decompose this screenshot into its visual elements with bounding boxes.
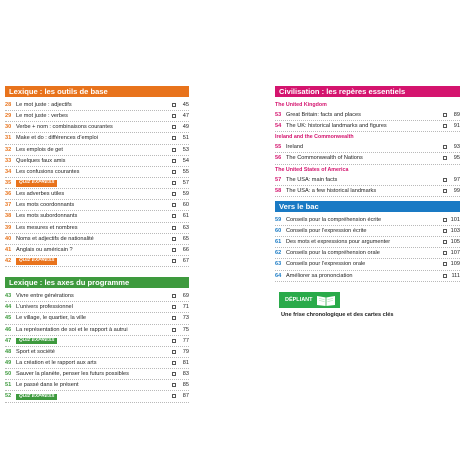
checkbox-icon — [172, 159, 176, 163]
entry-page: 109 — [450, 261, 460, 268]
quiz-express-tag: QUIZ EXPRESS — [16, 338, 57, 345]
entry-label — [16, 147, 170, 153]
left-column — [5, 86, 189, 403]
entry-number: 32 — [5, 146, 12, 153]
toc-entry — [5, 245, 189, 256]
entry-label — [286, 144, 441, 150]
toc-entry — [275, 186, 460, 197]
toc-entry — [5, 391, 189, 402]
entry-page: 91 — [453, 123, 460, 130]
entry-label-text: Quelques faux amis — [16, 157, 66, 164]
entry-number: 50 — [5, 371, 12, 378]
checkbox-icon — [443, 240, 447, 244]
entry-label-text: Le mot juste : verbes — [16, 113, 68, 120]
entry-number: 39 — [5, 224, 12, 231]
entry-number: 35 — [5, 180, 12, 187]
entry-number: 55 — [275, 144, 282, 151]
right-column — [275, 86, 460, 282]
entry-number: 59 — [275, 216, 282, 223]
entry-label — [16, 247, 170, 253]
entry-label-text: The UK: historical landmarks and figures — [286, 123, 387, 130]
checkbox-icon — [172, 136, 176, 140]
entry-page: 53 — [182, 146, 189, 153]
entry-page: 99 — [453, 187, 460, 194]
entry-label-text: The USA: main facts — [286, 176, 338, 183]
entry-page: 49 — [182, 124, 189, 131]
checkbox-icon — [172, 361, 176, 365]
toc-entry — [5, 369, 189, 380]
toc-entry — [5, 100, 189, 111]
checkbox-icon — [443, 251, 447, 255]
entry-page: 111 — [451, 272, 460, 279]
entry-label-text: Les emplois de get — [16, 146, 63, 153]
entry-number: 56 — [275, 155, 282, 162]
entry-page: 45 — [182, 102, 189, 109]
entry-label-text: Sport et société — [16, 348, 55, 355]
entry-label — [16, 360, 170, 366]
entry-page: 73 — [182, 315, 189, 322]
entry-page: 57 — [182, 180, 189, 187]
quiz-express-tag: QUIZ EXPRESS — [16, 180, 57, 187]
toc-entry — [275, 226, 460, 237]
checkbox-icon — [172, 316, 176, 320]
entry-page: 89 — [453, 112, 460, 119]
section-title: Civilisation : les repères essentiels — [275, 86, 460, 97]
entry-label — [16, 169, 170, 175]
entry-number: 40 — [5, 235, 12, 242]
checkbox-icon — [443, 113, 447, 117]
entry-label-text: L’univers professionnel — [16, 304, 73, 311]
checkbox-icon — [172, 181, 176, 185]
entry-label-text: Améliorer sa prononciation — [286, 272, 353, 279]
entry-label — [286, 273, 441, 279]
checkbox-icon — [172, 248, 176, 252]
subsection-title: The United Kingdom — [275, 102, 327, 108]
depliant-block — [279, 288, 459, 318]
entry-page: 105 — [450, 239, 460, 246]
entry-label — [16, 257, 170, 265]
entry-number: 31 — [5, 135, 12, 142]
checkbox-icon — [443, 124, 447, 128]
entry-number: 30 — [5, 124, 12, 131]
toc-entry — [5, 167, 189, 178]
entry-label — [16, 304, 170, 310]
toc-list — [275, 100, 460, 197]
checkbox-icon — [172, 125, 176, 129]
entry-label-text: Conseils pour l’expression écrite — [286, 228, 367, 235]
entry-label — [16, 179, 170, 187]
toc-entry — [275, 153, 460, 164]
entry-page: 79 — [182, 348, 189, 355]
toc-entry — [5, 133, 189, 144]
entry-number: 29 — [5, 113, 12, 120]
entry-page: 101 — [450, 216, 460, 223]
entry-label — [16, 327, 170, 333]
entry-page: 63 — [182, 224, 189, 231]
entry-label-text: Les adverbes utiles — [16, 191, 65, 198]
toc-entry — [5, 178, 189, 189]
toc-entry — [275, 175, 460, 186]
toc-entry — [5, 358, 189, 369]
checkbox-icon — [443, 229, 447, 233]
entry-label-text: Ireland — [286, 144, 304, 151]
toc-entry — [5, 211, 189, 222]
checkbox-icon — [172, 383, 176, 387]
entry-page: 85 — [182, 382, 189, 389]
entry-label-text: Les mots subordonnants — [16, 213, 78, 220]
toc-entry — [5, 302, 189, 313]
entry-page: 83 — [182, 371, 189, 378]
toc-entry — [5, 313, 189, 324]
entry-page: 87 — [182, 393, 189, 400]
entry-number: 54 — [275, 123, 282, 130]
entry-label-text: Les mesures et nombres — [16, 224, 78, 231]
entry-label-text: Make et do : différences d’emploi — [16, 135, 98, 142]
entry-number: 36 — [5, 191, 12, 198]
checkbox-icon — [172, 103, 176, 107]
entry-page: 93 — [453, 144, 460, 151]
entry-page: 55 — [182, 168, 189, 175]
toc-entry — [275, 248, 460, 259]
checkbox-icon — [172, 214, 176, 218]
entry-number: 60 — [275, 228, 282, 235]
checkbox-icon — [172, 259, 176, 263]
toc-entry — [275, 110, 460, 121]
entry-label — [16, 393, 170, 401]
section-title: Vers le bac — [275, 201, 460, 212]
entry-label — [16, 213, 170, 219]
checkbox-icon — [172, 237, 176, 241]
entry-number: 41 — [5, 246, 12, 253]
entry-page: 103 — [450, 228, 460, 235]
entry-page: 69 — [182, 293, 189, 300]
entry-number: 47 — [5, 337, 12, 344]
checkbox-icon — [172, 350, 176, 354]
toc-entry — [275, 259, 460, 270]
entry-number: 57 — [275, 176, 282, 183]
entry-number: 58 — [275, 187, 282, 194]
entry-label — [286, 261, 441, 267]
entry-page: 54 — [182, 157, 189, 164]
entry-label-text: Le passé dans le présent — [16, 382, 79, 389]
entry-page: 107 — [450, 250, 460, 257]
entry-label-text: Le mot juste : adjectifs — [16, 102, 72, 109]
entry-label — [16, 102, 170, 108]
checkbox-icon — [172, 170, 176, 174]
entry-number: 63 — [275, 261, 282, 268]
entry-number: 43 — [5, 293, 12, 300]
entry-label — [286, 228, 441, 234]
toc-entry — [5, 145, 189, 156]
toc-list — [5, 100, 189, 267]
toc-entry — [5, 122, 189, 133]
entry-label-text: Great Britain: facts and places — [286, 112, 361, 119]
entry-label — [16, 293, 170, 299]
entry-number: 61 — [275, 239, 282, 246]
entry-label-text: Conseils pour la compréhension écrite — [286, 216, 382, 223]
checkbox-icon — [443, 262, 447, 266]
checkbox-icon — [443, 178, 447, 182]
entry-number: 51 — [5, 382, 12, 389]
depliant-badge — [279, 292, 340, 308]
entry-label-text: La création et le rapport aux arts — [16, 360, 97, 367]
checkbox-icon — [172, 114, 176, 118]
checkbox-icon — [172, 294, 176, 298]
entry-label — [16, 135, 170, 141]
toc-entry — [5, 380, 189, 391]
section-lexique-outils — [5, 86, 189, 267]
entry-number: 46 — [5, 326, 12, 333]
entry-number: 37 — [5, 202, 12, 209]
toc-entry — [5, 111, 189, 122]
entry-label-text: Vivre entre générations — [16, 293, 74, 300]
entry-number: 42 — [5, 258, 12, 265]
entry-label-text: Les confusions courantes — [16, 168, 80, 175]
entry-page: 66 — [182, 246, 189, 253]
subsection-title: Ireland and the Commonwealth — [275, 134, 354, 141]
entry-label-text: Conseils pour la compréhension orale — [286, 250, 380, 257]
entry-number: 38 — [5, 213, 12, 220]
entry-label — [286, 217, 441, 223]
quiz-express-tag: QUIZ EXPRESS — [16, 258, 57, 265]
entry-label — [16, 371, 170, 377]
entry-page: 71 — [182, 304, 189, 311]
entry-number: 53 — [275, 112, 282, 119]
entry-label — [16, 382, 170, 388]
toc-entry — [275, 271, 460, 282]
toc-entry — [5, 223, 189, 234]
entry-page: 95 — [453, 155, 460, 162]
toc-entry — [275, 237, 460, 248]
checkbox-icon — [172, 192, 176, 196]
entry-label-text: Anglais ou américain ? — [16, 246, 73, 253]
subsection-title: The United States of America — [275, 166, 349, 173]
checkbox-icon — [172, 305, 176, 309]
checkbox-icon — [443, 189, 447, 193]
depliant-label: DÉPLIANT — [285, 297, 313, 303]
toc-list — [5, 291, 189, 402]
entry-number: 62 — [275, 250, 282, 257]
toc-entry — [5, 256, 189, 267]
checkbox-icon — [172, 203, 176, 207]
entry-number: 28 — [5, 102, 12, 109]
entry-label — [286, 239, 441, 245]
entry-label-text: Conseils pour l’expression orale — [286, 261, 366, 268]
section-bac — [275, 201, 460, 282]
entry-number: 52 — [5, 393, 12, 400]
entry-page: 67 — [182, 258, 189, 265]
entry-page: 60 — [182, 202, 189, 209]
toc-entry — [275, 142, 460, 153]
entry-label — [16, 225, 170, 231]
entry-number: 48 — [5, 348, 12, 355]
entry-label — [16, 158, 170, 164]
depliant-description: Une frise chronologique et des cartes clés — [281, 312, 394, 318]
toc-entry — [275, 121, 460, 132]
entry-page: 75 — [182, 326, 189, 333]
entry-label — [286, 250, 441, 256]
section-title: Lexique : les axes du programme — [5, 277, 189, 288]
entry-label — [286, 112, 441, 118]
entry-label — [286, 188, 441, 194]
entry-label — [16, 236, 170, 242]
checkbox-icon — [172, 339, 176, 343]
entry-label — [16, 202, 170, 208]
entry-number: 45 — [5, 315, 12, 322]
section-lexique-axes — [5, 277, 189, 402]
section-title: Lexique : les outils de base — [5, 86, 189, 97]
checkbox-icon — [443, 156, 447, 160]
section-civilisation — [275, 86, 460, 197]
entry-label — [286, 123, 441, 129]
entry-label-text: Sauver la planète, penser les futurs possibles — [16, 371, 129, 378]
entry-label — [16, 191, 170, 197]
entry-page: 47 — [182, 113, 189, 120]
entry-page: 65 — [182, 235, 189, 242]
toc-entry — [5, 336, 189, 347]
entry-label-text: Le village, le quartier, la ville — [16, 315, 86, 322]
entry-label — [286, 155, 441, 161]
entry-page: 59 — [182, 191, 189, 198]
entry-label — [16, 124, 170, 130]
entry-label — [16, 113, 170, 119]
entry-label-text: The USA: a few historical landmarks — [286, 187, 377, 194]
entry-page: 77 — [182, 337, 189, 344]
toc-entry — [5, 189, 189, 200]
toc-entry — [5, 291, 189, 302]
entry-number: 33 — [5, 157, 12, 164]
entry-label-text: La représentation de soi et le rapport à autrui — [16, 326, 128, 333]
checkbox-icon — [443, 274, 447, 278]
entry-page: 51 — [182, 135, 189, 142]
checkbox-icon — [443, 145, 447, 149]
checkbox-icon — [172, 226, 176, 230]
checkbox-icon — [443, 218, 447, 222]
toc-entry — [5, 347, 189, 358]
checkbox-icon — [172, 394, 176, 398]
entry-label-text: Les mots coordonnants — [16, 202, 75, 209]
entry-label — [16, 349, 170, 355]
entry-label-text: Des mots et expressions pour argumenter — [286, 239, 391, 246]
entry-label-text: The Commonwealth of Nations — [286, 155, 363, 162]
entry-page: 97 — [453, 176, 460, 183]
checkbox-icon — [172, 372, 176, 376]
toc-entry — [5, 156, 189, 167]
toc-entry — [275, 215, 460, 226]
entry-label-text: Noms et adjectifs de nationalité — [16, 235, 94, 242]
entry-label — [16, 337, 170, 345]
entry-page: 81 — [182, 360, 189, 367]
quiz-express-tag: QUIZ EXPRESS — [16, 394, 57, 401]
entry-label — [16, 315, 170, 321]
entry-number: 64 — [275, 272, 282, 279]
toc-list — [275, 215, 460, 282]
entry-number: 49 — [5, 360, 12, 367]
entry-number: 34 — [5, 168, 12, 175]
entry-label-text: Verbe + nom : combinaisons courantes — [16, 124, 113, 131]
open-book-icon — [316, 294, 336, 306]
toc-entry — [5, 234, 189, 245]
toc-entry — [5, 325, 189, 336]
entry-number: 44 — [5, 304, 12, 311]
entry-page: 61 — [182, 213, 189, 220]
checkbox-icon — [172, 328, 176, 332]
checkbox-icon — [172, 148, 176, 152]
entry-label — [286, 177, 441, 183]
toc-entry — [5, 200, 189, 211]
